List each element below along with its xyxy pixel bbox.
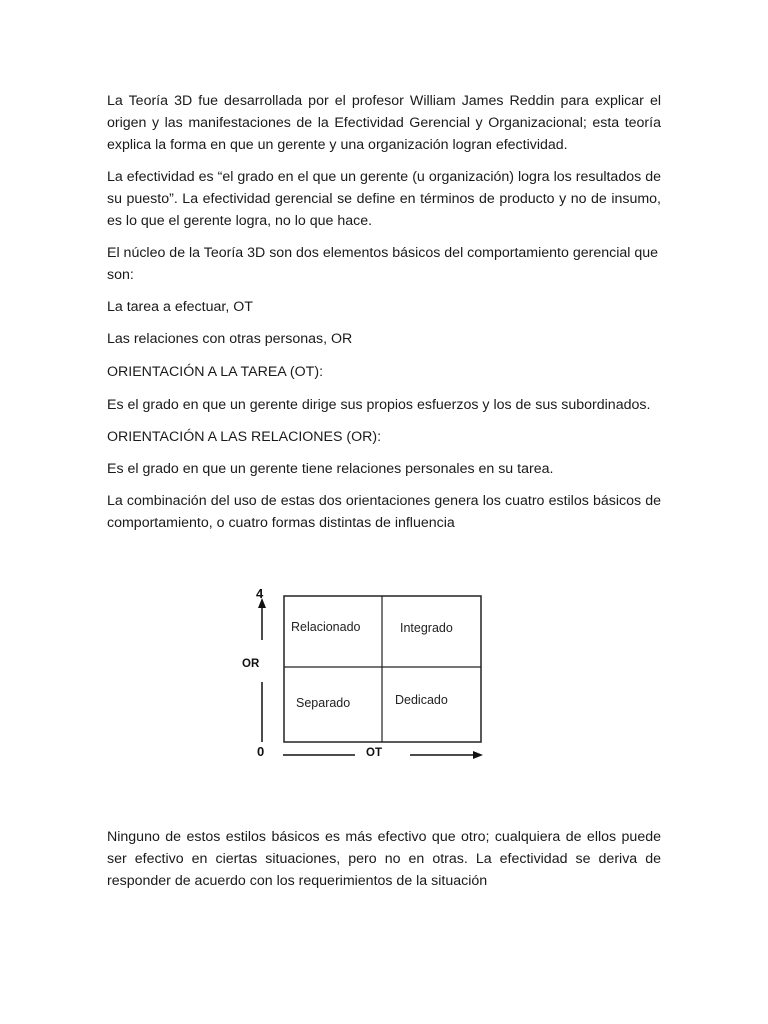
paragraph-text: Las relaciones con otras personas, OR [107,331,353,347]
paragraph-relations-item [107,328,661,350]
paragraph-intro [107,90,661,156]
paragraph-conclusion [107,826,661,892]
x-axis-arrowhead [473,751,483,759]
paragraph-core [107,242,661,286]
paragraph-text: La Teoría 3D fue desarrollada por el profesor William James Reddin para explicar el origen y las manifestaciones de la Efectividad Gerencial y Organizacional; esta teoría explica la forma en que un gerente y una organización logran efectividad. [107,93,661,153]
paragraph-text: La efectividad es “el grado en el que un gerente (u organización) logra los resultados de su puesto”. La efectividad gerencial se define en términos de producto y no de insumo, es lo que el gerente logra, no lo que hace. [107,169,661,229]
paragraph-text: Es el grado en que un gerente dirige sus propios esfuerzos y los de sus subordinados. [107,397,651,413]
origin-label: 0 [257,744,265,759]
quadrant-top-left: Relacionado [291,620,361,634]
paragraph-task-definition [107,394,661,416]
heading-task-orientation [107,361,661,383]
y-axis-max-label: 4 [256,586,264,601]
paragraph-text: Es el grado en que un gerente tiene relaciones personales en su tarea. [107,461,554,477]
paragraph-task-item [107,296,661,318]
paragraph-effectiveness [107,166,661,232]
paragraph-combination [107,490,661,534]
quadrant-bottom-right: Dedicado [395,693,448,707]
y-axis-name: OR [242,658,260,670]
heading-relations-orientation [107,426,661,448]
x-axis-name: OT [366,747,382,759]
styles-quadrant-diagram [235,580,500,780]
quadrant-top-right: Integrado [400,621,453,635]
paragraph-text: Ninguno de estos estilos básicos es más efectivo que otro; cualquiera de ellos puede ser efectivo en ciertas situaciones, pero no en otras. La efectividad se deriva de responder de acuerdo con los requerimientos de la situación [107,829,661,889]
heading-text: ORIENTACIÓN A LA TAREA (OT): [107,364,324,380]
paragraph-text: La tarea a efectuar, OT [107,299,253,315]
paragraph-relations-definition [107,458,661,480]
heading-text: ORIENTACIÓN A LAS RELACIONES (OR): [107,429,382,445]
paragraph-text: La combinación del uso de estas dos orientaciones genera los cuatro estilos básicos de comportamiento, o cuatro formas distintas de influencia [107,493,661,531]
paragraph-text: El núcleo de la Teoría 3D son dos elementos básicos del comportamiento gerencial que son: [107,245,659,283]
quadrant-bottom-left: Separado [296,696,351,710]
